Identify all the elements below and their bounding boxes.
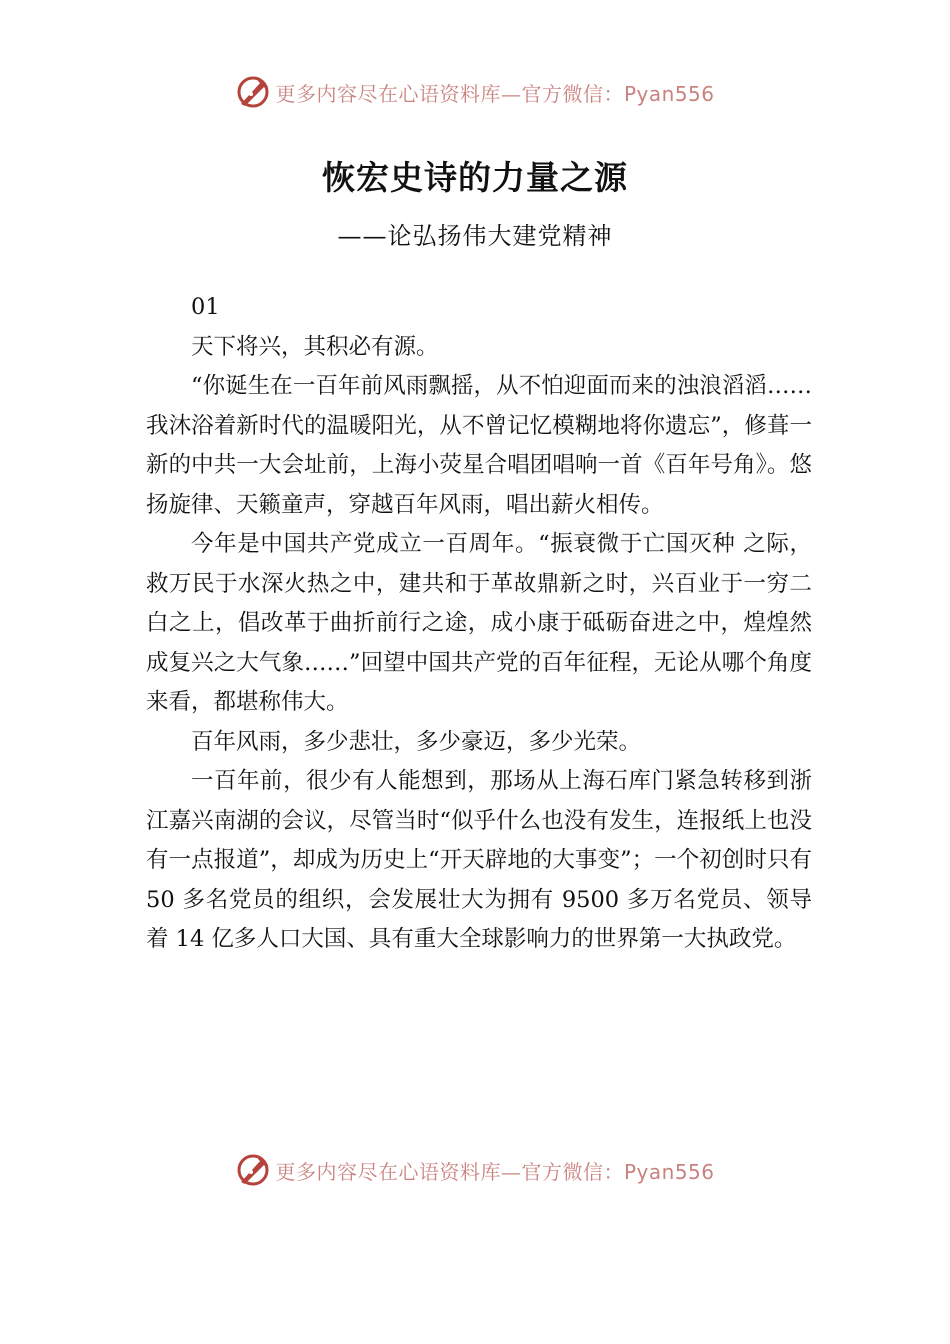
banner-text (275, 1156, 714, 1185)
paragraph: “你诞生在一百年前风雨飘摇，从不怕迎面而来的浊浪滔滔……我沐浴着新时代的温暖阳光，从不曾记忆模糊地将你遗忘”，修葺一新的中共一大会址前，上海小荧星合唱团唱响一首《百年号角》。悠扬旋律、天籁童声，穿越百年风雨，唱出薪火相传。 (146, 373, 812, 518)
banner-label: 更多内容尽在心语资料库—官方微信： (275, 1159, 624, 1184)
document-title: 恢宏史诗的力量之源 (322, 158, 628, 197)
paragraph: 今年是中国共产党成立一百周年。“振衰微于亡国灭种 之际，救万民于水深火热之中，建共和于革故鼎新之时，兴百业于一穷二白之上，倡改革于曲折前行之途，成小康于砥砺奋进之中，煌煌然成复兴之大气象……”回望中国共产党的百年征程，无论从哪个角度来看，都堪称伟大。 (146, 531, 812, 715)
wechat-id: Pyan556 (623, 81, 715, 106)
header-banner (0, 72, 950, 112)
footer-banner (0, 1150, 950, 1190)
wechat-id: Pyan556 (623, 1159, 715, 1184)
document-subtitle: ——论弘扬伟大建党精神 (337, 222, 613, 250)
paragraph: 天下将兴，其积必有源。 (191, 333, 439, 360)
section-number: 01 (191, 294, 220, 320)
pen-nib-logo-icon (235, 1152, 271, 1188)
banner-text (275, 78, 714, 107)
paragraph: 百年风雨，多少悲壮，多少豪迈，多少光荣。 (191, 728, 642, 755)
pen-nib-logo-icon (235, 74, 271, 110)
document-body (146, 288, 812, 960)
paragraph: 一百年前，很少有人能想到，那场从上海石库门紧急转移到浙江嘉兴南湖的会议，尽管当时“似乎什么也没有发生，连报纸上也没有一点报道”，却成为历史上“开天辟地的大事变”；一个初创时只有 50 多名党员的组织，会发展壮大为拥有 9500 多万名党员、领导着 14 亿多人口大国、具有重大全球影响力的世界第一大执政党。 (146, 768, 812, 952)
banner-label: 更多内容尽在心语资料库—官方微信： (275, 81, 624, 106)
